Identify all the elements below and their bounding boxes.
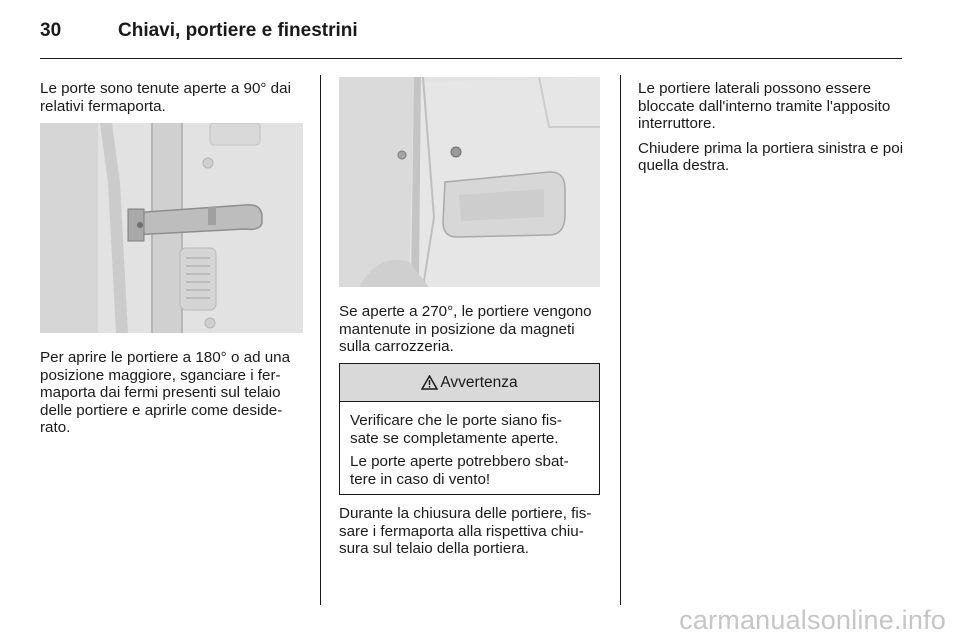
header-rule	[40, 58, 902, 59]
closing-doors-text: Durante la chiusura delle portiere, fis-sare i fermaporta alla rispettiva chiu-sura sul telaio della portiera.	[339, 505, 592, 557]
column-1	[40, 80, 304, 115]
warning-box	[339, 363, 600, 495]
column-divider-right	[620, 75, 621, 605]
column-divider-left	[320, 75, 321, 605]
column-1-lower	[40, 349, 306, 437]
page-number: 30	[40, 20, 62, 41]
warning-title: Avvertenza	[440, 373, 518, 391]
page-title: Chiavi, portiere e finestrini	[118, 20, 358, 41]
warning-body	[340, 402, 599, 488]
door-stop-illustration	[40, 123, 303, 333]
warning-text-2: Le porte aperte potrebbero sbat-tere in caso di vento!	[350, 453, 569, 488]
close-order-text: Chiudere prima la portiera sinistra e poi quella destra.	[638, 139, 904, 174]
column-2	[339, 303, 605, 356]
warning-text-1: Verificare che le porte siano fis-sate se completamente aperte.	[350, 412, 562, 447]
warning-triangle-icon	[421, 375, 438, 390]
lock-switch-text: Le portiere laterali possono essere bloccate dall'interno tramite l'apposito interruttore.	[638, 80, 891, 132]
column-2-lower	[339, 505, 605, 558]
magnet-door-illustration	[339, 77, 600, 287]
door-stop-90-text: Le porte sono tenute aperte a 90° dai relativi fermaporta.	[40, 80, 291, 115]
warning-header	[340, 364, 599, 402]
magnet-270-text: Se aperte a 270°, le portiere vengono mantenute in posizione da magneti sulla carrozzeria.	[339, 303, 592, 355]
door-open-180-text: Per aprire le portiere a 180° o ad una posizione maggiore, sganciare i fer-maporta dai fermi presenti sul telaio delle portiere e aprirle come deside-rato.	[40, 349, 291, 436]
column-3	[638, 80, 910, 175]
watermark: carmanualsonline.info	[679, 605, 946, 635]
